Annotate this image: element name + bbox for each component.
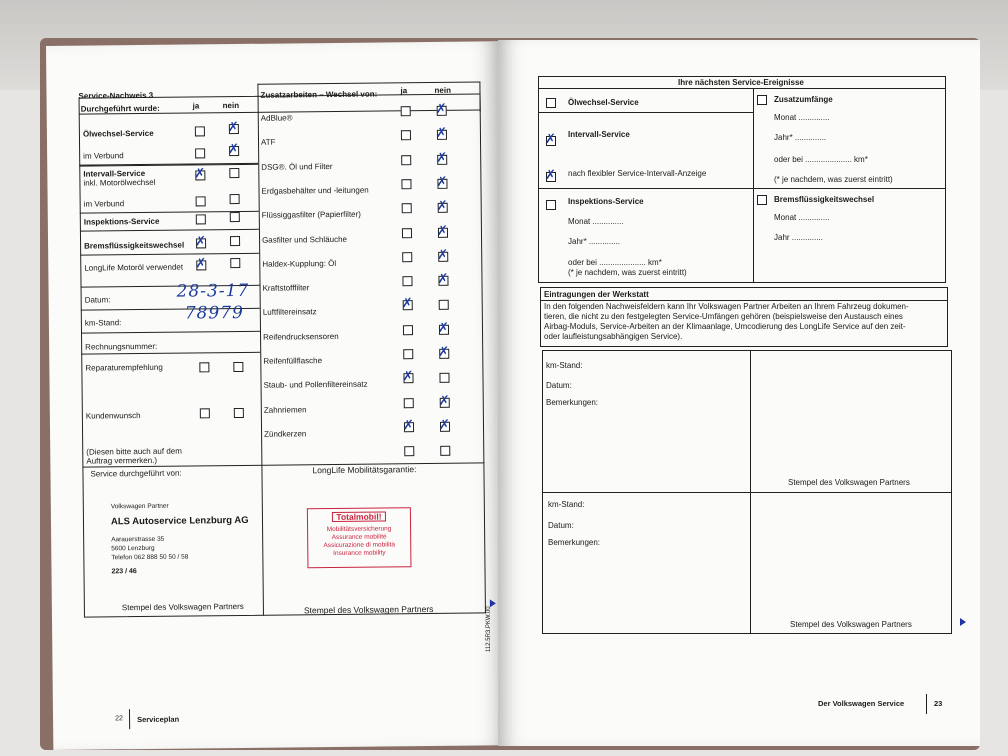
service-row-ja-checkbox[interactable] xyxy=(196,214,206,224)
inspektion-label: Inspektions-Service xyxy=(568,197,644,206)
done-header: Durchgeführt wurde: xyxy=(80,103,160,114)
inspektion-jahr: Jahr* .............. xyxy=(568,237,621,246)
flexibel-label: nach flexibler Service-Intervall-Anzeige xyxy=(568,169,707,178)
reparatur-nein-checkbox[interactable] xyxy=(233,362,243,372)
right-page xyxy=(486,40,980,746)
zusatz-ja-header: ja xyxy=(400,86,408,96)
dealer-stamp xyxy=(111,502,249,575)
werkstatt-title: Eintragungen der Werkstatt xyxy=(544,290,649,299)
zusatz-row-nein-checkbox[interactable] xyxy=(437,320,449,336)
inspektion-checkbox[interactable] xyxy=(546,200,556,210)
zusatz-row-ja-checkbox[interactable] xyxy=(401,179,411,189)
zusatz-row-ja-checkbox[interactable] xyxy=(401,130,411,140)
mobility-stamp-line: Assicurazione di mobilità xyxy=(323,541,396,550)
record2-stempel: Stempel des Volkswagen Partners xyxy=(790,620,912,629)
dealer-partner: Volkswagen Partner xyxy=(110,502,169,511)
mobility-stamp xyxy=(307,507,412,568)
flexibel-checkbox[interactable]: ✗ xyxy=(545,168,556,183)
footer-title: Der Volkswagen Service xyxy=(818,699,905,708)
kundenwunsch-ja-checkbox[interactable] xyxy=(200,408,210,418)
km-handwritten: 78979 xyxy=(184,302,245,324)
zusatz-row-nein-checkbox[interactable] xyxy=(438,344,450,360)
service-row-nein-checkbox[interactable] xyxy=(227,119,239,136)
zusatz-row-label: AdBlue® xyxy=(260,113,293,123)
right-page-number: 23 xyxy=(934,699,943,708)
check-mark-icon: ✗ xyxy=(435,101,447,117)
reparatur-ja-checkbox[interactable] xyxy=(199,362,209,372)
zusatz-row-ja-checkbox[interactable] xyxy=(404,446,414,456)
service-row-sublabel: inkl. Motorölwechsel xyxy=(83,177,156,188)
check-mark-icon: ✗ xyxy=(227,119,239,136)
werkstatt-text-line: tieren, die nicht zu den festgelegten Service-Umfängen gehören (beispielsweise den Austausch eines xyxy=(544,312,903,321)
bitte-line1: (Diesen bitte auch auf dem xyxy=(86,446,182,457)
record2-bemerkungen: Bemerkungen: xyxy=(548,538,601,547)
check-mark-icon: ✗ xyxy=(401,296,413,312)
service-row-nein-checkbox[interactable] xyxy=(230,258,240,268)
kundenwunsch-nein-checkbox[interactable] xyxy=(234,408,244,418)
zusatz-row-nein-checkbox[interactable] xyxy=(438,417,450,433)
zusatz-nein-header: nein xyxy=(434,85,451,95)
zusatz-row-ja-checkbox[interactable] xyxy=(404,398,414,408)
check-mark-icon: ✗ xyxy=(194,234,207,250)
form-title: Service-Nachweis 3 xyxy=(78,90,154,101)
zusatz-row-ja-checkbox[interactable] xyxy=(401,155,411,165)
vertical-code: 112.5R3.PKW.00 xyxy=(486,606,492,652)
check-mark-icon: ✗ xyxy=(437,247,449,263)
check-mark-icon: ✗ xyxy=(228,141,240,158)
service-row-nein-checkbox[interactable] xyxy=(230,236,240,246)
zusatz-header: Zusatzarbeiten – Wechsel von: xyxy=(260,89,378,100)
inspektion-oder-bei: oder bei ..................... km* xyxy=(568,258,662,267)
inspektion-monat: Monat .............. xyxy=(568,217,624,226)
check-mark-icon: ✗ xyxy=(435,126,447,142)
dealer-phone: Telefon 062 888 50 50 / 58 xyxy=(111,553,189,562)
zusatz-row-label: Reifenfüllflasche xyxy=(263,356,323,366)
zusatz-row-nein-checkbox[interactable] xyxy=(437,271,449,288)
record2-km: km-Stand: xyxy=(548,500,585,509)
service-row-label: Bremsflüssigkeitswechsel xyxy=(84,240,185,251)
zusatz-row-label: Reifendrucksensoren xyxy=(263,331,339,342)
bitte-line2: Auftrag vermerken.) xyxy=(86,455,158,466)
service-row-label: LongLife Motoröl verwendet xyxy=(84,262,184,273)
zusatz-row-nein-checkbox[interactable] xyxy=(439,373,449,383)
zusatz-row-nein-checkbox[interactable] xyxy=(435,101,447,117)
events-title: Ihre nächsten Service-Ereignisse xyxy=(678,78,804,87)
dealer-street: Aarauerstrasse 35 xyxy=(111,535,165,544)
zusatz-row-label: Flüssiggasfilter (Papierfilter) xyxy=(261,209,361,220)
reparatur-label: Reparaturempfehlung xyxy=(85,362,163,373)
service-row-label: Inspektions-Service xyxy=(83,216,160,227)
service-row-nein-checkbox[interactable] xyxy=(230,212,240,222)
zusatz-row-label: Gasfilter und Schläuche xyxy=(261,234,348,245)
service-row-label: im Verbund xyxy=(83,199,125,209)
zusatz-monat: Monat .............. xyxy=(774,113,830,122)
check-mark-icon: ✗ xyxy=(436,150,448,166)
mobility-stamp-line: Assurance mobilité xyxy=(331,533,387,542)
longlife-label: LongLife Mobilitätsgarantie: xyxy=(312,464,417,476)
record1-stempel: Stempel des Volkswagen Partners xyxy=(788,478,910,487)
zusatz-row-ja-checkbox[interactable] xyxy=(402,418,414,434)
zusatz-row-nein-checkbox[interactable] xyxy=(436,223,448,239)
check-mark-icon: ✗ xyxy=(437,271,449,288)
inspektion-je-nachdem: (* je nachdem, was zuerst eintritt) xyxy=(568,268,687,277)
service-row-nein-checkbox[interactable] xyxy=(230,194,240,204)
werkstatt-text-line: Airbag-Moduls, Service-Arbeiten an der Klimaanlage, Umcodierung des LongLife Service auf den zeit- xyxy=(544,322,906,331)
oelwechsel-checkbox[interactable] xyxy=(546,98,556,108)
zusatz-row-label: Luftfiltereinsatz xyxy=(262,307,317,318)
zusatz-row-nein-checkbox[interactable] xyxy=(436,198,448,215)
left-page xyxy=(46,41,505,750)
zusatz-row-ja-checkbox[interactable] xyxy=(403,349,413,359)
zusatz-jahr: Jahr* .............. xyxy=(774,133,827,142)
check-mark-icon: ✗ xyxy=(436,198,448,215)
check-mark-icon: ✗ xyxy=(402,369,414,385)
service-row-label: Intervall-Service xyxy=(83,168,146,179)
check-mark-icon: ✗ xyxy=(438,393,450,409)
datum-handwritten: 28-3-17 xyxy=(176,280,250,302)
intervall-checkbox[interactable]: ✗ xyxy=(545,132,556,147)
dealer-city: 5600 Lenzburg xyxy=(111,544,155,553)
zusatz-row-label: Kraftstofffilter xyxy=(262,283,310,293)
check-mark-icon: ✗ xyxy=(437,320,449,336)
zusatz-row-nein-checkbox[interactable] xyxy=(440,446,450,456)
werkstatt-text-line: oder laufleistungsabhängigen Service). xyxy=(544,332,683,341)
zusatz-row-ja-checkbox[interactable] xyxy=(402,276,412,286)
check-mark-icon: ✗ xyxy=(436,174,448,190)
service-row-nein-checkbox[interactable] xyxy=(228,141,240,158)
oelwechsel-label: Ölwechsel-Service xyxy=(568,98,639,107)
zusatz-row-label: Erdgasbehälter und -leitungen xyxy=(261,185,369,196)
zusatz-row-label: Zündkerzen xyxy=(264,429,307,439)
check-mark-icon: ✗ xyxy=(194,166,206,182)
zusatz-row-ja-checkbox[interactable] xyxy=(403,325,413,335)
mobility-stamp-title: Totalmobil! xyxy=(332,511,385,522)
check-mark-icon: ✗ xyxy=(195,256,207,272)
service-row-ja-checkbox[interactable] xyxy=(196,196,206,206)
service-row-ja-checkbox[interactable] xyxy=(195,126,205,136)
intervall-label: Intervall-Service xyxy=(568,130,630,139)
bremsfl-checkbox[interactable] xyxy=(757,195,767,205)
service-row-ja-checkbox[interactable] xyxy=(194,166,206,182)
zusatz-row-label: DSG®. Öl und Filter xyxy=(261,161,333,172)
zusatz-row-label: Haldex-Kupplung: Öl xyxy=(262,258,337,269)
zusatz-row-nein-checkbox[interactable] xyxy=(437,247,449,263)
nein-header: nein xyxy=(222,100,240,111)
zusatz-row-nein-checkbox[interactable] xyxy=(435,126,447,142)
zusatz-checkbox[interactable] xyxy=(757,95,767,105)
record1-km: km-Stand: xyxy=(546,361,583,370)
stempel-left: Stempel des Volkswagen Partners xyxy=(121,601,244,613)
check-mark-icon: ✗ xyxy=(436,223,448,239)
stempel-right: Stempel des Volkswagen Partners xyxy=(303,603,434,616)
check-mark-icon: ✗ xyxy=(438,344,450,360)
zusatz-row-nein-checkbox[interactable] xyxy=(439,300,449,310)
next-arrow-icon xyxy=(960,618,966,626)
service-by-label: Service durchgeführt von: xyxy=(90,468,182,479)
service-row-label: im Verbund xyxy=(83,151,124,161)
zusatz-oder-bei: oder bei ..................... km* xyxy=(774,155,868,164)
service-row-ja-checkbox[interactable] xyxy=(195,256,207,272)
ja-header: ja xyxy=(192,101,200,111)
record1-datum: Datum: xyxy=(546,381,572,390)
dealer-name: ALS Autoservice Lenzburg AG xyxy=(110,514,249,528)
zusatz-label: Zusatzumfänge xyxy=(774,95,833,104)
record1-bemerkungen: Bemerkungen: xyxy=(546,398,599,407)
km-label: km-Stand: xyxy=(84,318,122,328)
zusatz-row-label: ATF xyxy=(260,137,276,148)
mobility-stamp-line: Insurance mobility xyxy=(333,549,386,558)
rechnung-label: Rechnungsnummer: xyxy=(85,341,158,352)
bremsfl-monat: Monat .............. xyxy=(774,213,830,222)
zusatz-row-ja-checkbox[interactable] xyxy=(402,252,412,262)
dealer-code: 223 / 46 xyxy=(111,568,137,576)
bremsfl-label: Bremsflüssigkeitswechsel xyxy=(774,195,875,204)
record2-datum: Datum: xyxy=(548,521,574,530)
zusatz-row-ja-checkbox[interactable] xyxy=(402,369,414,385)
service-row-ja-checkbox[interactable] xyxy=(194,234,207,250)
service-row-ja-checkbox[interactable] xyxy=(195,148,205,158)
zusatz-row-label: Zahnriemen xyxy=(263,404,307,415)
zusatz-row-ja-checkbox[interactable] xyxy=(401,296,413,312)
bremsfl-jahr: Jahr .............. xyxy=(774,233,823,242)
zusatz-je-nachdem: (* je nachdem, was zuerst eintritt) xyxy=(774,175,893,184)
zusatz-row-nein-checkbox[interactable] xyxy=(436,150,448,166)
service-row-nein-checkbox[interactable] xyxy=(229,168,239,178)
zusatz-row-ja-checkbox[interactable] xyxy=(401,106,411,116)
zusatz-row-ja-checkbox[interactable] xyxy=(402,228,412,238)
zusatz-row-label: Staub- und Pollenfiltereinsatz xyxy=(263,379,368,391)
left-page-number: 22 xyxy=(115,715,123,723)
service-row-label: Ölwechsel-Service xyxy=(82,128,154,139)
check-mark-icon: ✗ xyxy=(438,417,450,433)
zusatz-row-nein-checkbox[interactable] xyxy=(438,393,450,409)
kundenwunsch-label: Kundenwunsch xyxy=(85,411,141,421)
mobility-stamp-line: Mobilitätsversicherung xyxy=(326,525,392,534)
check-mark-icon: ✗ xyxy=(402,418,414,434)
zusatz-row-ja-checkbox[interactable] xyxy=(402,203,412,213)
zusatz-row-nein-checkbox[interactable] xyxy=(436,174,448,190)
datum-label: Datum: xyxy=(84,295,111,305)
left-page-title: Serviceplan xyxy=(137,714,180,725)
werkstatt-text-line: In den folgenden Nachweisfeldern kann Ihr Volkswagen Partner Arbeiten an Ihrem Fahrzeug dokumen- xyxy=(544,302,909,311)
